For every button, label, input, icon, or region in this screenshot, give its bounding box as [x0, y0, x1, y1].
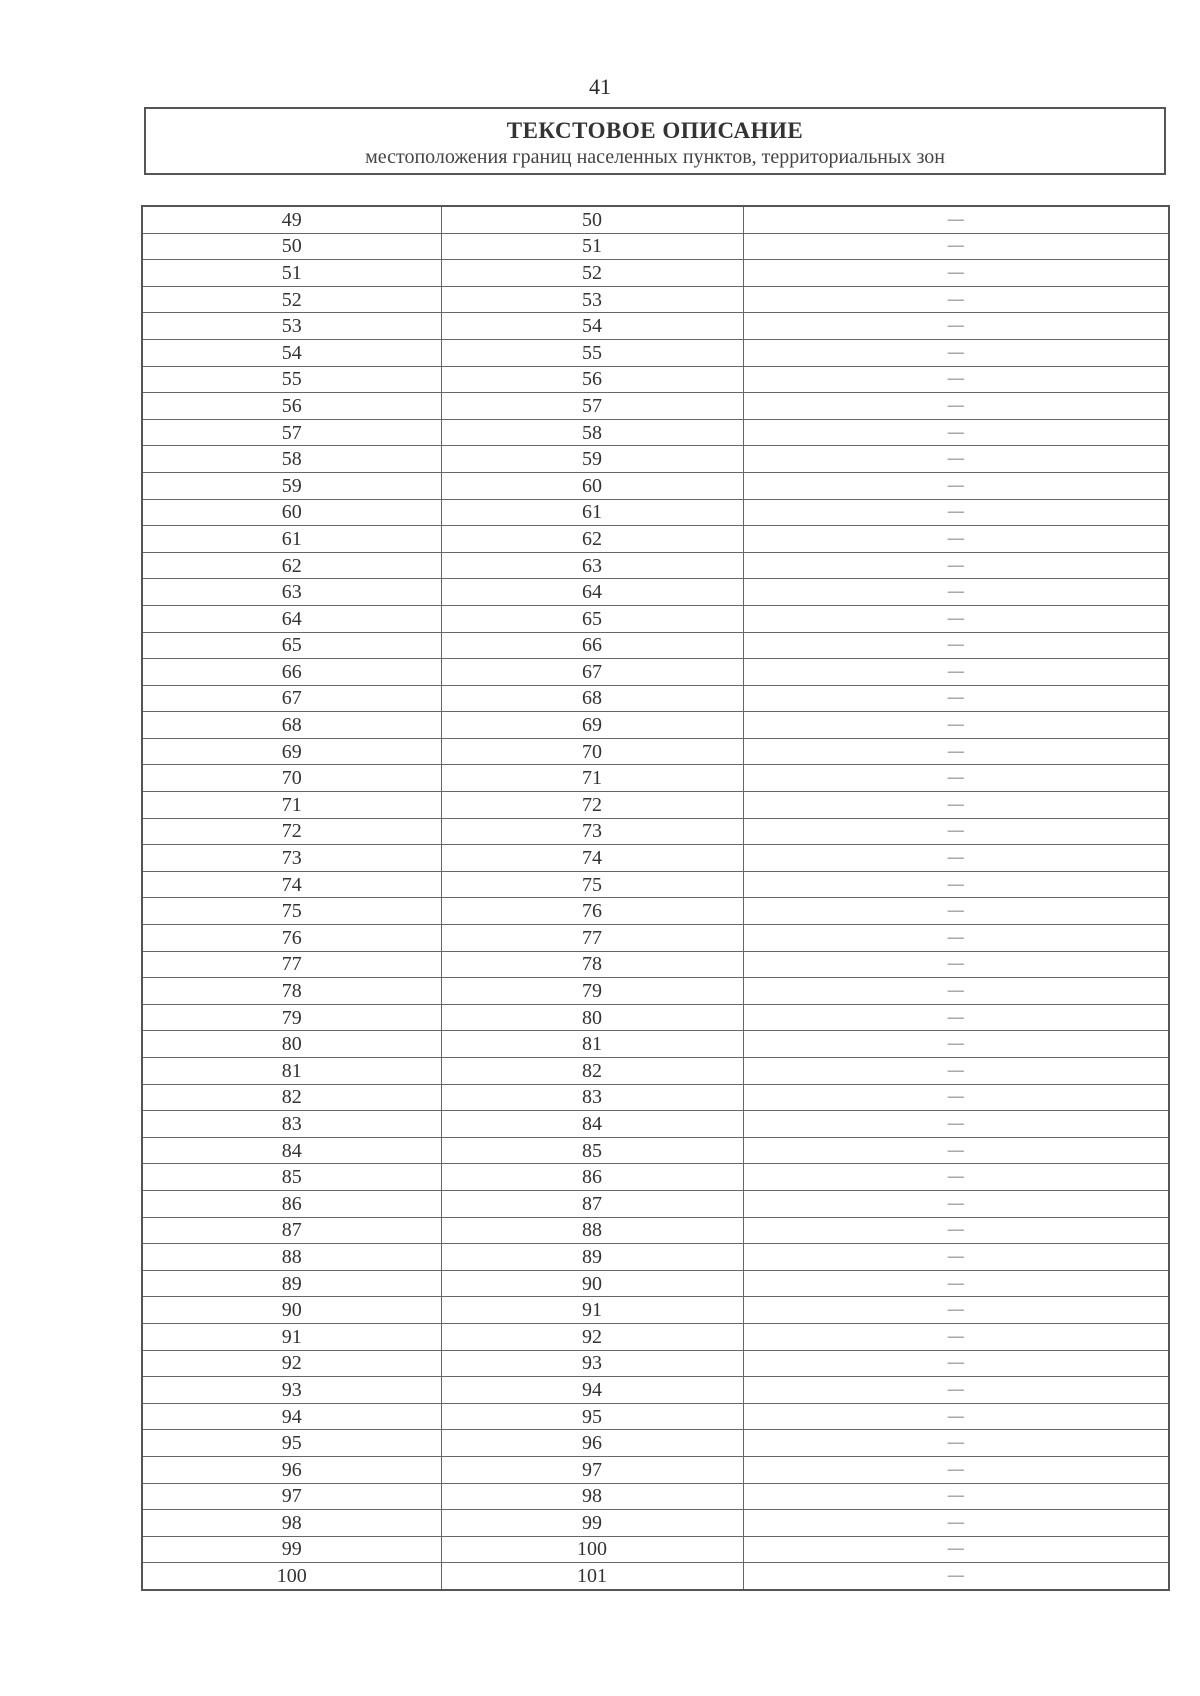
- from-point-cell: 93: [142, 1377, 441, 1404]
- from-point-cell: 69: [142, 738, 441, 765]
- description-cell: —: [743, 1164, 1169, 1191]
- table-row: [142, 206, 1169, 233]
- from-point-cell: 96: [142, 1456, 441, 1483]
- to-point-cell: 52: [441, 260, 743, 287]
- description-cell: —: [743, 1031, 1169, 1058]
- description-cell: —: [743, 526, 1169, 553]
- description-cell: —: [743, 579, 1169, 606]
- to-point-cell: 87: [441, 1190, 743, 1217]
- to-point-cell: 90: [441, 1270, 743, 1297]
- table-row: [142, 339, 1169, 366]
- table-row: [142, 659, 1169, 686]
- from-point-cell: 81: [142, 1058, 441, 1085]
- description-cell: —: [743, 1377, 1169, 1404]
- table-row: [142, 1190, 1169, 1217]
- table-row: [142, 978, 1169, 1005]
- to-point-cell: 86: [441, 1164, 743, 1191]
- description-cell: —: [743, 1456, 1169, 1483]
- to-point-cell: 94: [441, 1377, 743, 1404]
- to-point-cell: 70: [441, 738, 743, 765]
- from-point-cell: 51: [142, 260, 441, 287]
- table-row: [142, 1058, 1169, 1085]
- document-title: ТЕКСТОВОЕ ОПИСАНИЕ: [506, 118, 804, 143]
- table-row: [142, 871, 1169, 898]
- to-point-cell: 83: [441, 1084, 743, 1111]
- table-row: [142, 845, 1169, 872]
- description-cell: —: [743, 1536, 1169, 1563]
- description-cell: —: [743, 472, 1169, 499]
- to-point-cell: 54: [441, 313, 743, 340]
- table-row: [142, 738, 1169, 765]
- table-row: [142, 685, 1169, 712]
- table-row: [142, 605, 1169, 632]
- from-point-cell: 78: [142, 978, 441, 1005]
- table-row: [142, 286, 1169, 313]
- from-point-cell: 74: [142, 871, 441, 898]
- to-point-cell: 75: [441, 871, 743, 898]
- to-point-cell: 51: [441, 233, 743, 260]
- boundary-table-container: [141, 205, 1168, 1591]
- description-cell: —: [743, 1217, 1169, 1244]
- to-point-cell: 91: [441, 1297, 743, 1324]
- from-point-cell: 54: [142, 339, 441, 366]
- to-point-cell: 78: [441, 951, 743, 978]
- to-point-cell: 85: [441, 1137, 743, 1164]
- from-point-cell: 79: [142, 1004, 441, 1031]
- table-row: [142, 1004, 1169, 1031]
- to-point-cell: 72: [441, 792, 743, 819]
- description-cell: —: [743, 951, 1169, 978]
- table-row: [142, 1536, 1169, 1563]
- table-row: [142, 898, 1169, 925]
- table-row: [142, 1483, 1169, 1510]
- description-cell: —: [743, 393, 1169, 420]
- description-cell: —: [743, 313, 1169, 340]
- from-point-cell: 56: [142, 393, 441, 420]
- from-point-cell: 73: [142, 845, 441, 872]
- from-point-cell: 97: [142, 1483, 441, 1510]
- description-cell: —: [743, 818, 1169, 845]
- description-cell: —: [743, 712, 1169, 739]
- table-row: [142, 1297, 1169, 1324]
- description-cell: —: [743, 1270, 1169, 1297]
- to-point-cell: 84: [441, 1111, 743, 1138]
- from-point-cell: 59: [142, 472, 441, 499]
- from-point-cell: 95: [142, 1430, 441, 1457]
- from-point-cell: 76: [142, 925, 441, 952]
- from-point-cell: 53: [142, 313, 441, 340]
- table-row: [142, 393, 1169, 420]
- description-cell: —: [743, 1297, 1169, 1324]
- table-row: [142, 1084, 1169, 1111]
- table-row: [142, 1430, 1169, 1457]
- page-number: 41: [589, 74, 611, 99]
- from-point-cell: 52: [142, 286, 441, 313]
- from-point-cell: 77: [142, 951, 441, 978]
- to-point-cell: 101: [441, 1563, 743, 1590]
- from-point-cell: 86: [142, 1190, 441, 1217]
- from-point-cell: 49: [142, 206, 441, 233]
- from-point-cell: 84: [142, 1137, 441, 1164]
- to-point-cell: 65: [441, 605, 743, 632]
- to-point-cell: 97: [441, 1456, 743, 1483]
- table-row: [142, 526, 1169, 553]
- description-cell: —: [743, 1190, 1169, 1217]
- to-point-cell: 77: [441, 925, 743, 952]
- table-row: [142, 1164, 1169, 1191]
- from-point-cell: 83: [142, 1111, 441, 1138]
- to-point-cell: 63: [441, 552, 743, 579]
- description-cell: —: [743, 1350, 1169, 1377]
- description-cell: —: [743, 552, 1169, 579]
- description-cell: —: [743, 233, 1169, 260]
- from-point-cell: 80: [142, 1031, 441, 1058]
- description-cell: —: [743, 925, 1169, 952]
- description-cell: —: [743, 260, 1169, 287]
- table-row: [142, 1510, 1169, 1537]
- to-point-cell: 55: [441, 339, 743, 366]
- to-point-cell: 66: [441, 632, 743, 659]
- to-point-cell: 74: [441, 845, 743, 872]
- description-cell: —: [743, 1323, 1169, 1350]
- description-cell: —: [743, 1430, 1169, 1457]
- table-row: [142, 1031, 1169, 1058]
- table-row: [142, 1323, 1169, 1350]
- from-point-cell: 50: [142, 233, 441, 260]
- from-point-cell: 55: [142, 366, 441, 393]
- to-point-cell: 73: [441, 818, 743, 845]
- from-point-cell: 61: [142, 526, 441, 553]
- from-point-cell: 57: [142, 419, 441, 446]
- from-point-cell: 64: [142, 605, 441, 632]
- from-point-cell: 71: [142, 792, 441, 819]
- to-point-cell: 76: [441, 898, 743, 925]
- from-point-cell: 85: [142, 1164, 441, 1191]
- to-point-cell: 82: [441, 1058, 743, 1085]
- to-point-cell: 69: [441, 712, 743, 739]
- from-point-cell: 100: [142, 1563, 441, 1590]
- to-point-cell: 67: [441, 659, 743, 686]
- table-row: [142, 1217, 1169, 1244]
- to-point-cell: 64: [441, 579, 743, 606]
- to-point-cell: 56: [441, 366, 743, 393]
- table-row: [142, 579, 1169, 606]
- from-point-cell: 90: [142, 1297, 441, 1324]
- description-cell: —: [743, 685, 1169, 712]
- to-point-cell: 50: [441, 206, 743, 233]
- table-row: [142, 366, 1169, 393]
- to-point-cell: 89: [441, 1244, 743, 1271]
- table-row: [142, 1350, 1169, 1377]
- description-cell: —: [743, 871, 1169, 898]
- table-row: [142, 712, 1169, 739]
- description-cell: —: [743, 1111, 1169, 1138]
- from-point-cell: 88: [142, 1244, 441, 1271]
- description-cell: —: [743, 1058, 1169, 1085]
- description-cell: —: [743, 1563, 1169, 1590]
- description-cell: —: [743, 1510, 1169, 1537]
- to-point-cell: 61: [441, 499, 743, 526]
- table-row: [142, 260, 1169, 287]
- description-cell: —: [743, 286, 1169, 313]
- table-row: [142, 1456, 1169, 1483]
- from-point-cell: 60: [142, 499, 441, 526]
- to-point-cell: 93: [441, 1350, 743, 1377]
- description-cell: —: [743, 738, 1169, 765]
- description-cell: —: [743, 446, 1169, 473]
- table-row: [142, 1377, 1169, 1404]
- table-row: [142, 446, 1169, 473]
- description-cell: —: [743, 1137, 1169, 1164]
- description-cell: —: [743, 1403, 1169, 1430]
- description-cell: —: [743, 366, 1169, 393]
- description-cell: —: [743, 1483, 1169, 1510]
- to-point-cell: 81: [441, 1031, 743, 1058]
- to-point-cell: 100: [441, 1536, 743, 1563]
- from-point-cell: 75: [142, 898, 441, 925]
- from-point-cell: 58: [142, 446, 441, 473]
- table-row: [142, 313, 1169, 340]
- from-point-cell: 65: [142, 632, 441, 659]
- table-row: [142, 1244, 1169, 1271]
- description-cell: —: [743, 632, 1169, 659]
- document-header: [144, 107, 1166, 175]
- description-cell: —: [743, 206, 1169, 233]
- to-point-cell: 88: [441, 1217, 743, 1244]
- to-point-cell: 99: [441, 1510, 743, 1537]
- boundary-points-table: [141, 205, 1170, 1591]
- table-row: [142, 419, 1169, 446]
- table-row: [142, 1563, 1169, 1590]
- from-point-cell: 68: [142, 712, 441, 739]
- to-point-cell: 53: [441, 286, 743, 313]
- from-point-cell: 99: [142, 1536, 441, 1563]
- to-point-cell: 68: [441, 685, 743, 712]
- from-point-cell: 72: [142, 818, 441, 845]
- table-row: [142, 1137, 1169, 1164]
- description-cell: —: [743, 845, 1169, 872]
- from-point-cell: 87: [142, 1217, 441, 1244]
- from-point-cell: 63: [142, 579, 441, 606]
- from-point-cell: 70: [142, 765, 441, 792]
- table-row: [142, 925, 1169, 952]
- from-point-cell: 94: [142, 1403, 441, 1430]
- description-cell: —: [743, 765, 1169, 792]
- to-point-cell: 62: [441, 526, 743, 553]
- description-cell: —: [743, 499, 1169, 526]
- table-row: [142, 233, 1169, 260]
- from-point-cell: 67: [142, 685, 441, 712]
- description-cell: —: [743, 419, 1169, 446]
- table-body: [142, 206, 1169, 1590]
- description-cell: —: [743, 898, 1169, 925]
- from-point-cell: 66: [142, 659, 441, 686]
- table-row: [142, 765, 1169, 792]
- to-point-cell: 92: [441, 1323, 743, 1350]
- table-row: [142, 552, 1169, 579]
- description-cell: —: [743, 605, 1169, 632]
- table-row: [142, 818, 1169, 845]
- from-point-cell: 89: [142, 1270, 441, 1297]
- description-cell: —: [743, 339, 1169, 366]
- from-point-cell: 62: [142, 552, 441, 579]
- to-point-cell: 71: [441, 765, 743, 792]
- to-point-cell: 60: [441, 472, 743, 499]
- description-cell: —: [743, 978, 1169, 1005]
- document-subtitle: местоположения границ населенных пунктов, территориальных зон: [365, 146, 945, 168]
- to-point-cell: 79: [441, 978, 743, 1005]
- from-point-cell: 82: [142, 1084, 441, 1111]
- description-cell: —: [743, 1004, 1169, 1031]
- to-point-cell: 96: [441, 1430, 743, 1457]
- to-point-cell: 59: [441, 446, 743, 473]
- table-row: [142, 472, 1169, 499]
- table-row: [142, 499, 1169, 526]
- to-point-cell: 80: [441, 1004, 743, 1031]
- from-point-cell: 91: [142, 1323, 441, 1350]
- table-row: [142, 1111, 1169, 1138]
- description-cell: —: [743, 659, 1169, 686]
- from-point-cell: 98: [142, 1510, 441, 1537]
- from-point-cell: 92: [142, 1350, 441, 1377]
- to-point-cell: 95: [441, 1403, 743, 1430]
- table-row: [142, 951, 1169, 978]
- table-row: [142, 1270, 1169, 1297]
- description-cell: —: [743, 1244, 1169, 1271]
- table-row: [142, 792, 1169, 819]
- to-point-cell: 98: [441, 1483, 743, 1510]
- table-row: [142, 632, 1169, 659]
- to-point-cell: 57: [441, 393, 743, 420]
- description-cell: —: [743, 1084, 1169, 1111]
- table-row: [142, 1403, 1169, 1430]
- to-point-cell: 58: [441, 419, 743, 446]
- description-cell: —: [743, 792, 1169, 819]
